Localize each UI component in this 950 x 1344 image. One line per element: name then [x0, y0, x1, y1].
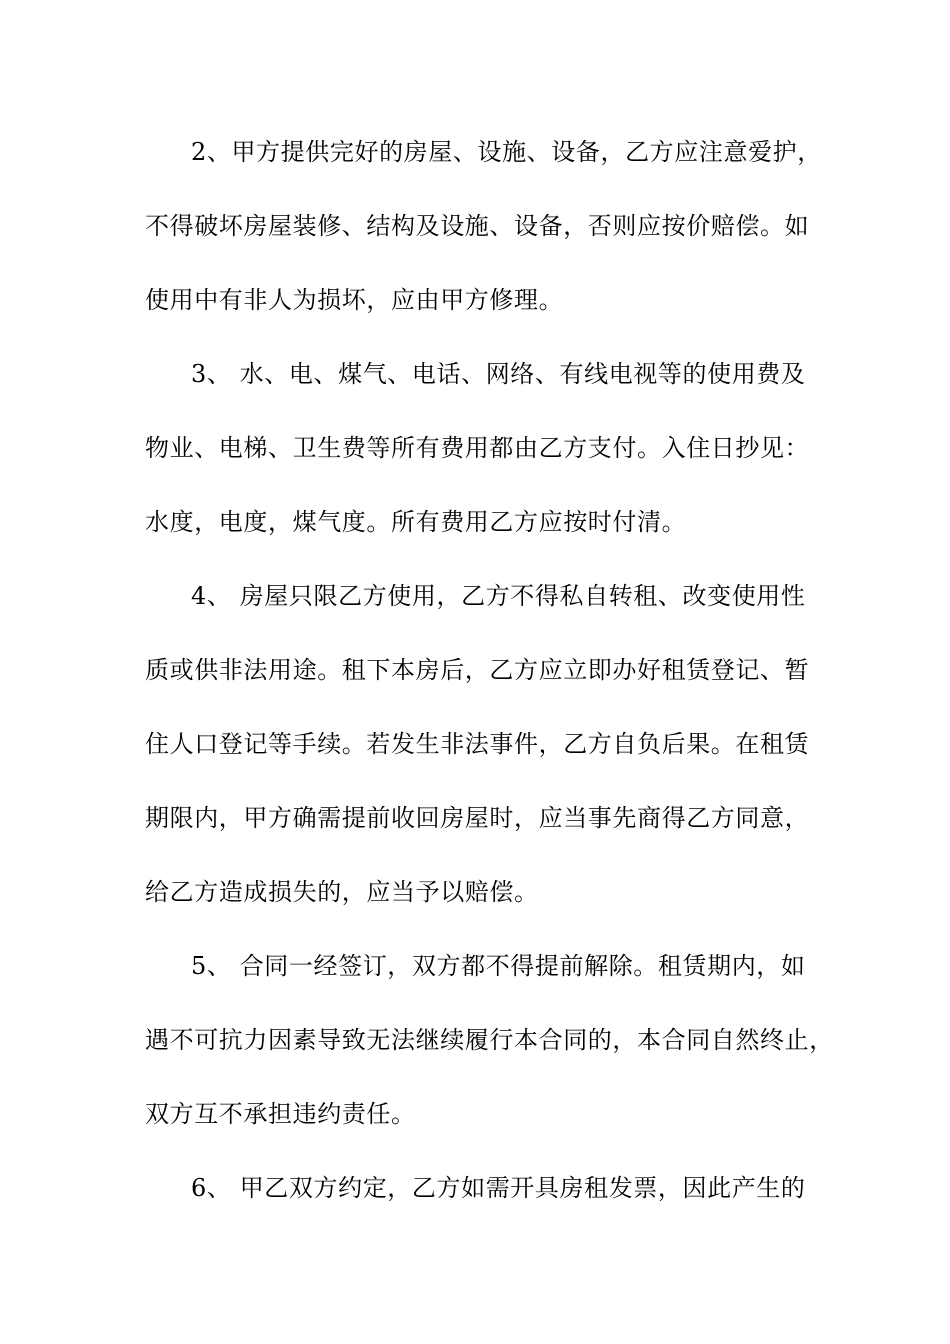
contract-text	[145, 131, 835, 1241]
clause-5-line-1: 5、 合同一经签订，双方都不得提前解除。租赁期内，如	[191, 952, 806, 980]
clause-2-line-3: 使用中有非人为损坏，应由甲方修理。	[145, 286, 564, 314]
clause-3-line-1: 3、 水、电、煤气、电话、网络、有线电视等的使用费及	[191, 360, 806, 388]
clause-4-line-2: 质或供非法用途。租下本房后，乙方应立即办好租赁登记、暂	[145, 656, 810, 684]
clause-4-line-3: 住人口登记等手续。若发生非法事件，乙方自负后果。在租赁	[145, 730, 810, 758]
clause-2-line-1: 2、甲方提供完好的房屋、设施、设备，乙方应注意爱护，	[191, 138, 822, 166]
clause-4-line-1: 4、 房屋只限乙方使用，乙方不得私自转租、改变使用性	[191, 582, 806, 610]
clause-3-line-2: 物业、电梯、卫生费等所有费用都由乙方支付。入住日抄见：	[145, 434, 810, 462]
clause-3-line-3: 水度，电度，煤气度。所有费用乙方应按时付清。	[145, 508, 687, 536]
clause-4-line-5: 给乙方造成损失的，应当予以赔偿。	[145, 878, 539, 906]
clause-2-line-2: 不得破坏房屋装修、结构及设施、设备，否则应按价赔偿。如	[145, 212, 810, 240]
clause-4-line-4: 期限内，甲方确需提前收回房屋时，应当事先商得乙方同意，	[145, 804, 810, 832]
clause-5-line-2: 遇不可抗力因素导致无法继续履行本合同的，本合同自然终止，	[145, 1026, 834, 1054]
clause-5-line-3: 双方互不承担违约责任。	[145, 1100, 416, 1128]
clause-6-line-1: 6、 甲乙双方约定，乙方如需开具房租发票，因此产生的	[191, 1174, 806, 1202]
